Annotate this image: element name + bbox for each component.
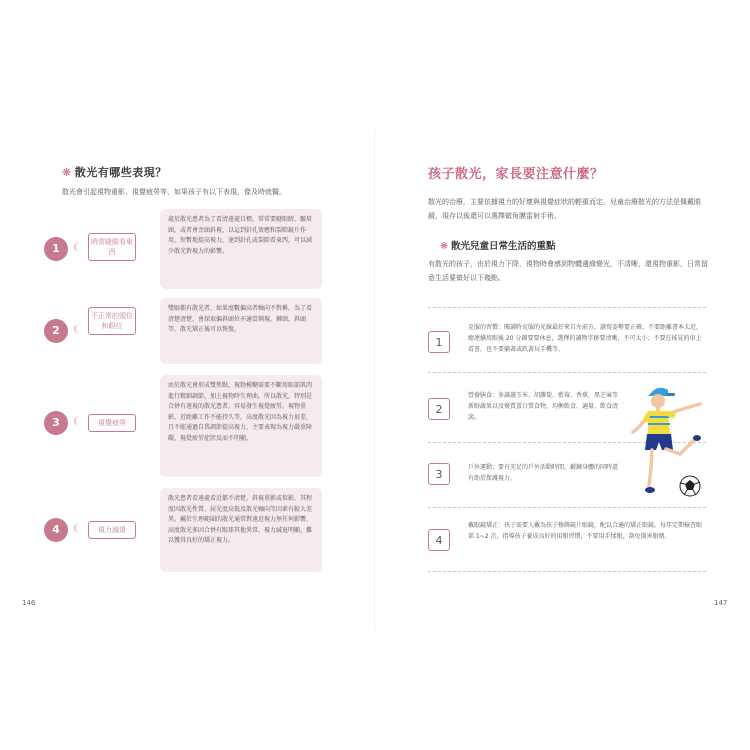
- left-page-title: ❋ 散光有哪些表現？: [62, 166, 167, 179]
- tip-number-box: 3: [428, 463, 450, 485]
- tip-text: 戴眼鏡矯正：孩子需要人戴為孩子修飾鏡片眼鏡，配以合適的矯正眼鏡。每年定期檢查眼部 1~2 次，指導孩子養成良好的用眼習慣，不要用手揉眼，刮免傷害眼睛。: [468, 522, 703, 540]
- tip-text: 戶外運動：要有充足的戶外活動時間，鍛鍊身體的同時還有助於保護視力。: [468, 464, 619, 482]
- symptom-number-badge: 3: [44, 411, 68, 435]
- boy-kicking-football-illustration: [628, 382, 708, 500]
- page-number-left: 146: [22, 599, 36, 607]
- symptom-label: 視覺疲勞: [88, 414, 136, 432]
- symptom-number-badge: 2: [44, 319, 68, 343]
- divider: [428, 571, 706, 572]
- symptom-description: 處於散光患者為了看清遠處目標，常常要瞇眼睛、皺眉頭，或者會歪頭斜視，以這到針孔效應和裂隙鏡片作用，短暫地提高視力，達到針孔或裂隙看東西，可以減少散光對視力的影響。: [160, 209, 322, 289]
- symptom-label: 不正常的頭位和眼位: [88, 307, 136, 335]
- divider: [428, 372, 706, 373]
- arc-decoration-icon: ❨: [72, 416, 81, 427]
- right-page-intro: 散光的治療，主要依據視力的好壞與視覺症狀的輕重而定。兒童治療散光的方法是佩戴眼鏡，現存以後還可以選擇做角膜雷射手術。: [428, 198, 701, 220]
- left-page-intro: 散光會引起視物重影、視覺疲勞等，如果孩子有以下表現，像及時就醫。: [62, 188, 286, 196]
- divider: [428, 507, 706, 508]
- symptom-description: 散光患者看遠處看近都不清楚，斜視重影或似影，其程度因散光性質、屈光度高低及散光軸向等因素有較大差異。屬於生理範圍的散光通常對遠近視力無任何影響，高度散光多因合併有眼球其他異常，視力減退明顯，難以獲得良好的矯正視力。: [160, 488, 322, 572]
- symptom-number-badge: 1: [44, 237, 68, 261]
- symptom-label: 視力減退: [88, 521, 136, 539]
- tip-number-box: 1: [428, 331, 450, 353]
- right-page-subtitle: ❋ 散光兒童日常生活的重點: [440, 241, 556, 252]
- tip-number-box: 4: [428, 529, 450, 551]
- symptom-number-badge: 4: [44, 518, 68, 542]
- divider: [428, 307, 706, 308]
- right-page-title: 孩子散光，家長要注意什麼？: [428, 167, 604, 182]
- symptom-description: 雙眼都有散光者，如果度數偏高者軸向不對稱，為了看清楚清楚，會採取偏斜頭位亦適當側視，轉頭，斜頭等，散光矯正後可以恢復。: [160, 298, 322, 364]
- arc-decoration-icon: ❨: [72, 324, 81, 335]
- symptom-label: 時常瞇眼看東西: [88, 233, 136, 261]
- arc-decoration-icon: ❨: [72, 242, 81, 253]
- tip-number-box: 2: [428, 398, 450, 420]
- right-page-subtitle-intro: 有散光的孩子，由於視力下降，視物時會感到物體邊緣變光，不清晰，還視物重影，日常留意生活要做好以下幾點。: [428, 260, 708, 282]
- tip-text: 營養膳食：多讀讀玉米、胡蘿蔔、藍莓、香蕉、黑芝麻等新鮮蔬果以及優質蛋白質食物，均衡飲食、適量、飲食清淡。: [468, 392, 619, 421]
- flower-icon: ❋: [62, 166, 72, 179]
- page-gutter: [374, 130, 375, 630]
- tip-text: 克服的習慣：閱讀時克服的光線最好來自左前方，讀寫姿勢要正確，不要距離書本太近，總連續用眼後 20 分鐘要要休息，選擇的讀物字跡要清晰，不可太小；不要在搖晃的車上看書，也不要躺著或趴著玩手機等。: [468, 324, 703, 353]
- flower-icon: ❋: [440, 241, 448, 252]
- page-number-right: 147: [714, 599, 728, 607]
- arc-decoration-icon: ❨: [72, 523, 81, 534]
- symptom-description: 由於散光會形成雙焦點，視物模糊需要不斷用眼部肌肉進行精細調節，加上視物時生理曲，所以散光，特別是合併有遠視的散光患者，容易發生視覺疲勞，視物重影，近距離工作不能持久等，高度散光因為視力很差，且不能通過自我調節提高視力，主要表現為視力嚴重障礙，視覺疲勞症狀反而不明顯。: [160, 375, 322, 477]
